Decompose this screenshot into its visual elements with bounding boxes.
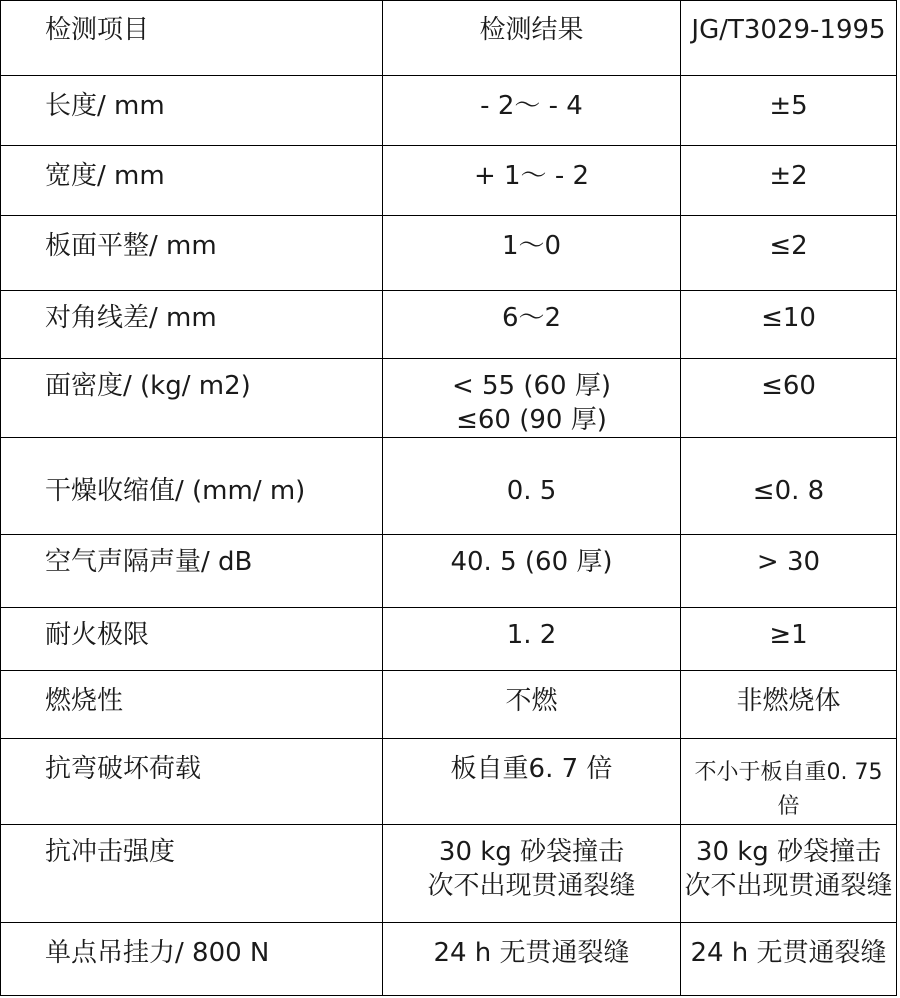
standard-cell	[681, 438, 897, 535]
table-row	[1, 535, 897, 608]
item-cell	[1, 216, 383, 291]
result-value: - 2～ - 4	[480, 91, 583, 121]
result-cell	[383, 825, 681, 923]
item-cell	[1, 739, 383, 825]
result-cell	[383, 76, 681, 146]
header-cell-result	[383, 1, 681, 76]
result-cell	[383, 291, 681, 359]
table-row	[1, 739, 897, 825]
result-value: 不燃	[505, 686, 558, 716]
standard-cell	[681, 291, 897, 359]
result-value: 24 h 无贯通裂缝	[433, 938, 630, 968]
standard-value: ≤10	[761, 303, 816, 333]
table-row	[1, 825, 897, 923]
result-multiline	[383, 359, 680, 437]
standard-cell	[681, 825, 897, 923]
table-row	[1, 608, 897, 671]
item-label: 对角线差/ mm	[45, 303, 217, 333]
result-cell	[383, 608, 681, 671]
result-cell	[383, 438, 681, 535]
item-cell	[1, 76, 383, 146]
item-label: 宽度/ mm	[45, 161, 165, 191]
standard-value: ≤60	[761, 371, 816, 401]
standard-value: 24 h 无贯通裂缝	[690, 938, 887, 968]
result-value: 板自重6. 7 倍	[450, 754, 613, 784]
standard-value-line-2: 次不出现贯通裂缝	[684, 871, 893, 901]
standard-cell	[681, 216, 897, 291]
result-value: 1～0	[501, 231, 562, 261]
item-cell	[1, 359, 383, 438]
item-cell	[1, 671, 383, 739]
item-label: 干燥收缩值/ (mm/ m)	[45, 476, 306, 506]
header-cell-item	[1, 1, 383, 76]
table-row	[1, 216, 897, 291]
standard-cell	[681, 739, 897, 825]
item-label: 板面平整/ mm	[45, 231, 217, 261]
table-header-row	[1, 1, 897, 76]
header-cell-standard	[681, 1, 897, 76]
result-value-line-2: 次不出现贯通裂缝	[427, 871, 636, 901]
table-row	[1, 438, 897, 535]
result-value: 6～2	[501, 303, 562, 333]
standard-value: 非燃烧体	[736, 686, 841, 716]
result-cell	[383, 146, 681, 216]
item-label: 空气声隔声量/ dB	[45, 547, 253, 577]
item-cell	[1, 608, 383, 671]
item-label: 单点吊挂力/ 800 N	[45, 938, 270, 968]
standard-value: ±2	[769, 161, 808, 191]
result-value-line-1: 30 kg 砂袋撞击	[438, 837, 625, 867]
item-cell	[1, 923, 383, 996]
item-cell	[1, 535, 383, 608]
standard-cell	[681, 146, 897, 216]
item-cell	[1, 438, 383, 535]
table-row	[1, 76, 897, 146]
result-cell	[383, 671, 681, 739]
table-row	[1, 291, 897, 359]
result-value: + 1～ - 2	[473, 161, 590, 191]
standard-cell	[681, 608, 897, 671]
item-cell	[1, 146, 383, 216]
table-row	[1, 146, 897, 216]
result-cell	[383, 216, 681, 291]
header-item-label: 检测项目	[45, 15, 150, 45]
item-label: 抗冲击强度	[45, 837, 176, 867]
result-value: 0. 5	[506, 476, 557, 506]
standard-value: 不小于板自重0. 75 倍	[694, 760, 883, 819]
result-value: 40. 5 (60 厚)	[450, 547, 613, 577]
standard-cell	[681, 923, 897, 996]
item-label: 抗弯破坏荷载	[45, 754, 202, 784]
standard-cell	[681, 76, 897, 146]
result-cell	[383, 923, 681, 996]
item-label: 长度/ mm	[45, 91, 165, 121]
result-cell	[383, 359, 681, 438]
standard-value-line-1: 30 kg 砂袋撞击	[695, 837, 882, 867]
standard-cell	[681, 671, 897, 739]
result-cell	[383, 739, 681, 825]
item-label: 燃烧性	[45, 686, 124, 716]
item-cell	[1, 825, 383, 923]
standard-cell	[681, 359, 897, 438]
table-row	[1, 359, 897, 438]
item-label: 面密度/ (kg/ m2)	[45, 371, 251, 401]
table-row	[1, 923, 897, 996]
result-cell	[383, 535, 681, 608]
item-cell	[1, 291, 383, 359]
standard-value: ≤2	[769, 231, 808, 261]
header-standard-label: JG/T3029-1995	[691, 15, 886, 45]
result-value-line-2: ≤60 (90 厚)	[456, 405, 607, 435]
standard-value: ±5	[769, 91, 808, 121]
standard-value: ≥1	[769, 620, 808, 650]
result-multiline	[383, 825, 680, 903]
header-result-label: 检测结果	[479, 15, 584, 45]
standard-cell	[681, 535, 897, 608]
item-label: 耐火极限	[45, 620, 150, 650]
standard-multiline	[681, 825, 896, 903]
standard-value: ≤0. 8	[752, 476, 825, 506]
result-value: 1. 2	[506, 620, 557, 650]
standard-value: > 30	[756, 547, 821, 577]
result-value-line-1: < 55 (60 厚)	[451, 371, 612, 401]
table-row	[1, 671, 897, 739]
